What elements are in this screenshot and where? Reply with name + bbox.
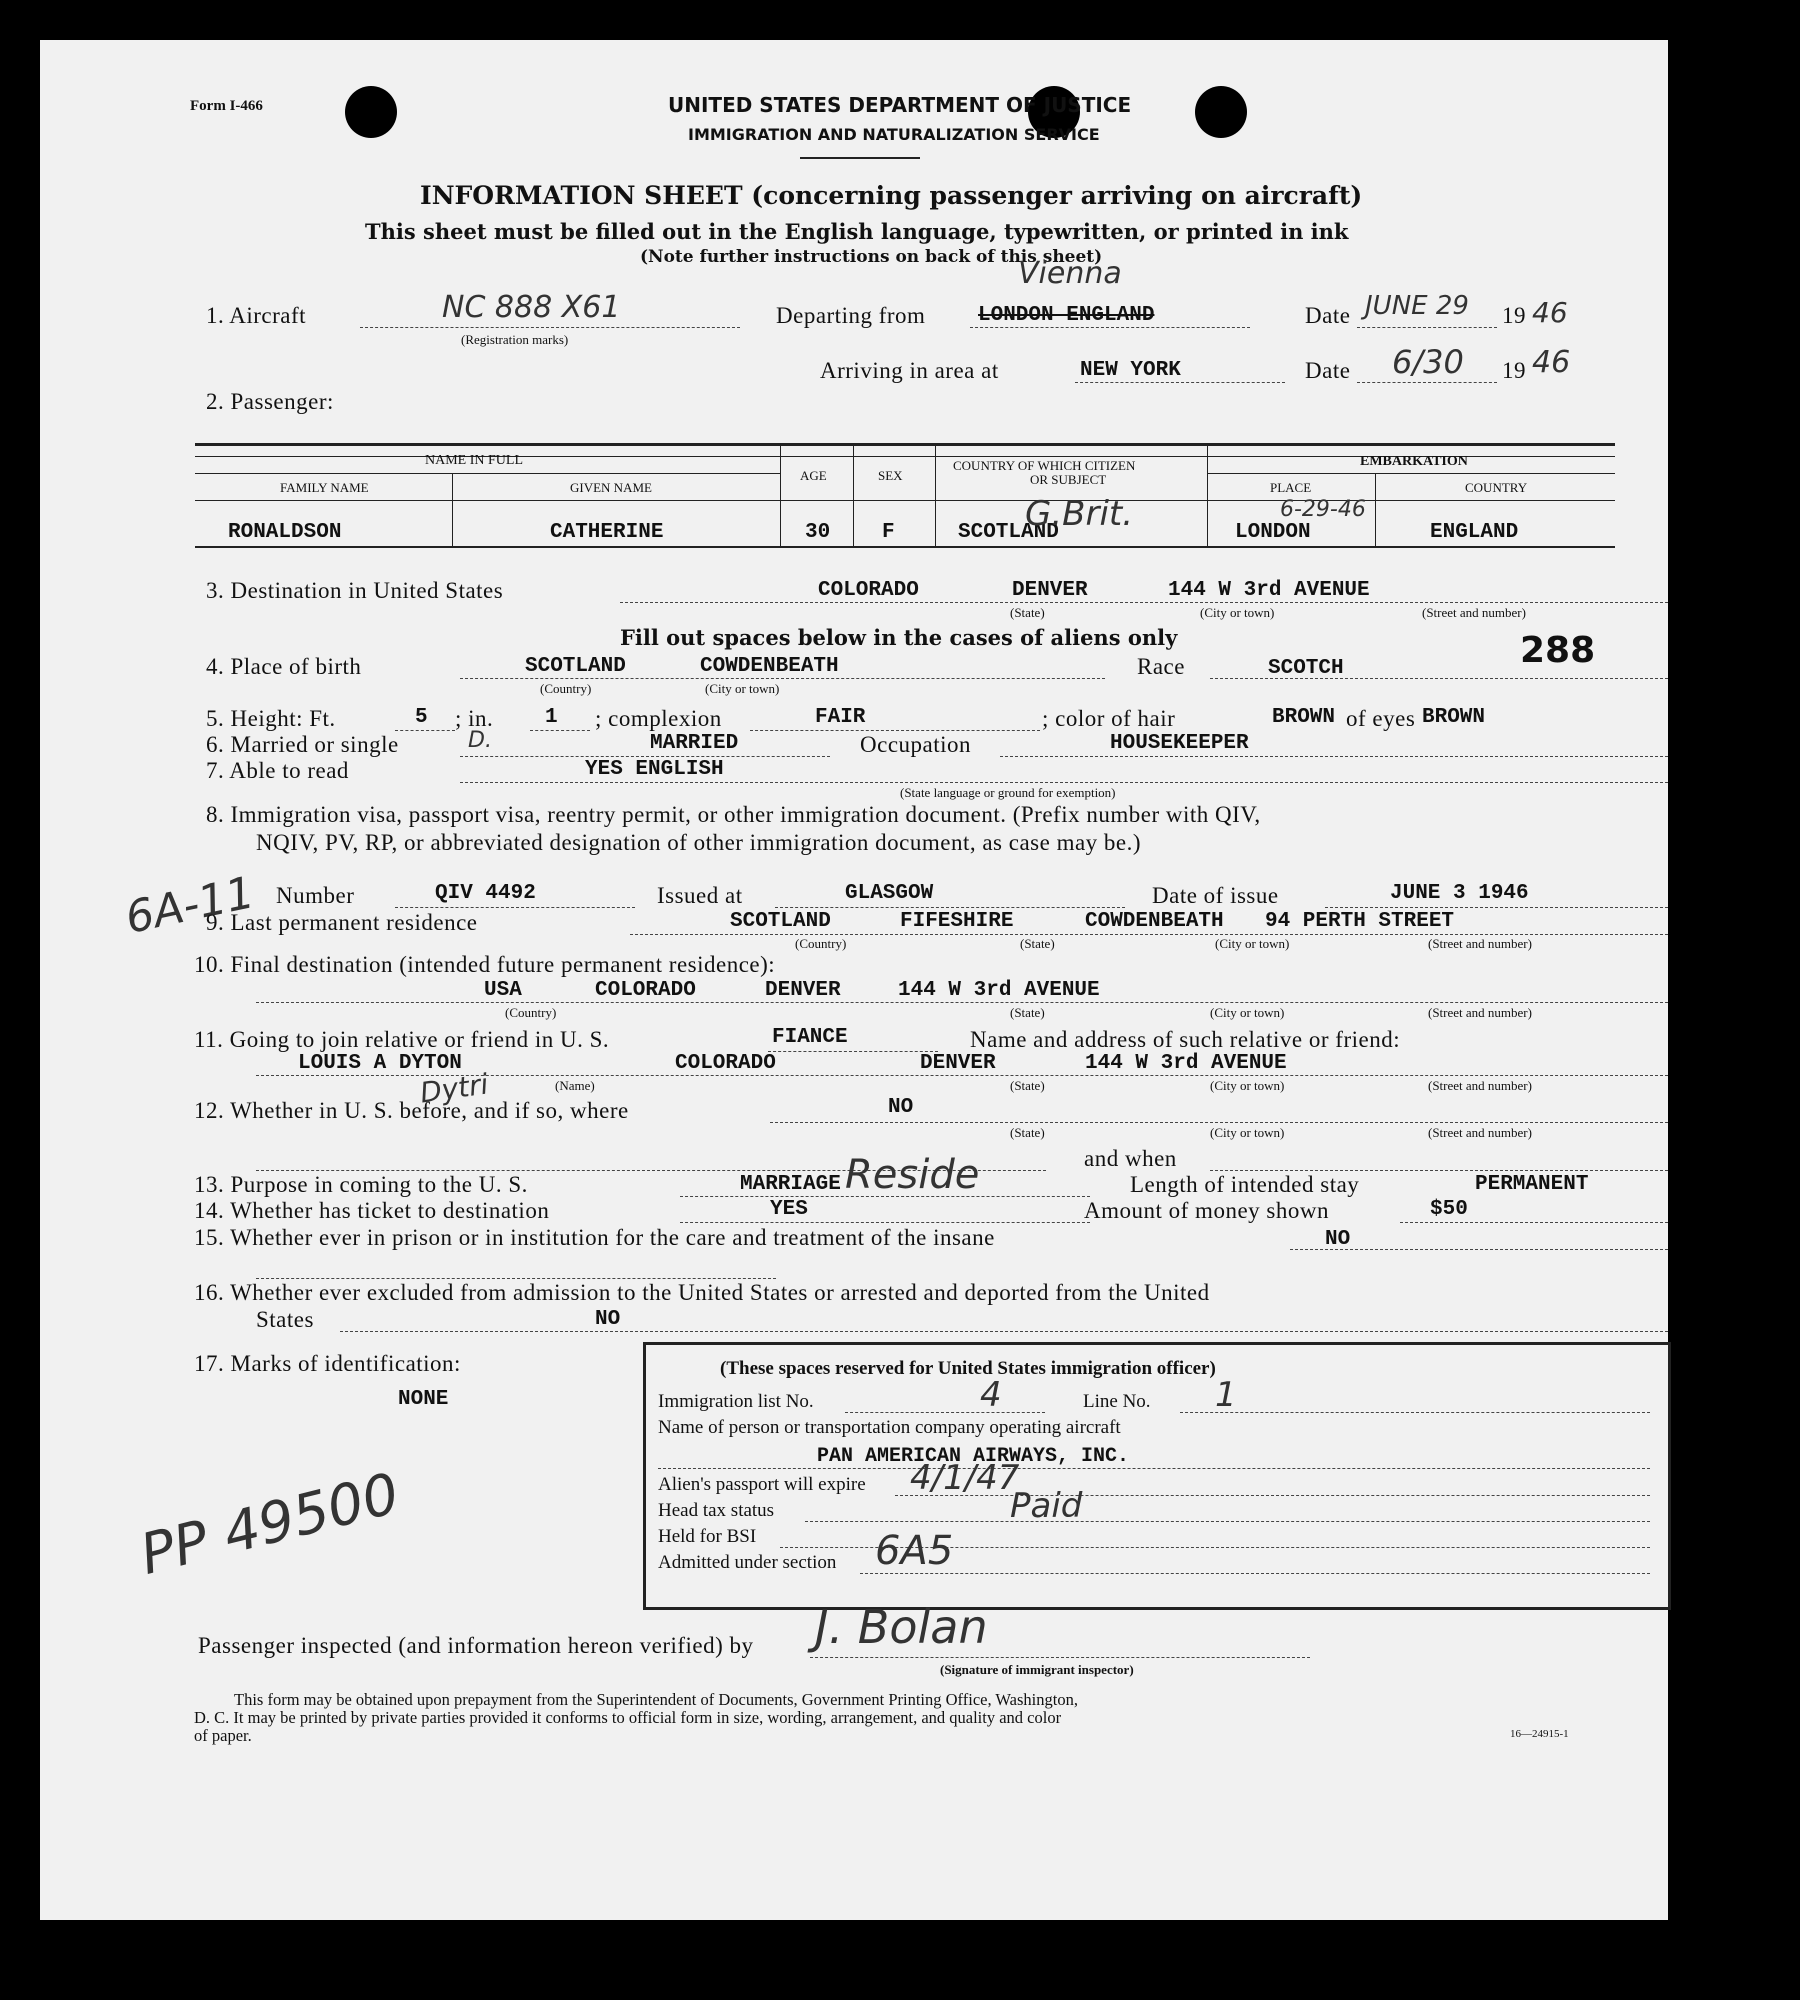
footer-code: 16—24915-1 (1510, 1728, 1569, 1740)
money-label: Amount of money shown (1084, 1198, 1329, 1223)
given-name-value: CATHERINE (550, 521, 664, 544)
citizen-header-1: COUNTRY OF WHICH CITIZEN (953, 458, 1136, 473)
purpose-value: MARRIAGE (740, 1173, 841, 1196)
line-no-label: Line No. (1083, 1391, 1151, 1412)
relative-name: LOUIS A DYTON (298, 1052, 462, 1075)
final-state: COLORADO (595, 979, 696, 1002)
final-street: 144 W 3rd AVENUE (898, 979, 1100, 1002)
marital-value: MARRIED (650, 732, 739, 755)
birthplace-label: 4. Place of birth (206, 654, 362, 679)
occupation-line (1000, 756, 1668, 757)
final-destination-line (256, 1002, 1668, 1003)
residence-state-caption: (State) (1020, 936, 1055, 951)
ticket-line (680, 1222, 1090, 1223)
height-inches: 1 (545, 706, 558, 729)
footer-line1: This form may be obtained upon prepayment from the Superintendent of Documents, Government Printing Office, Washington, (234, 1690, 1078, 1709)
list-no-line (845, 1412, 1045, 1413)
age-value: 30 (805, 521, 831, 544)
departing-label: Departing from (776, 303, 926, 328)
relative-name-caption: (Name) (555, 1078, 595, 1093)
bsi-label: Held for BSI (658, 1526, 757, 1547)
admitted-label: Admitted under section (658, 1552, 837, 1573)
departing-hand: Vienna (1018, 256, 1122, 291)
purpose-hand: Reside (845, 1152, 980, 1198)
destination-street-caption: (Street and number) (1422, 605, 1526, 620)
stay-label: Length of intended stay (1130, 1172, 1360, 1197)
residence-street: 94 PERTH STREET (1265, 910, 1455, 933)
complexion-label: ; complexion (595, 706, 722, 731)
purpose-label: 13. Purpose in coming to the U. S. (194, 1172, 528, 1197)
name-in-full-header: NAME IN FULL (425, 453, 523, 468)
arriving-line (1075, 382, 1285, 383)
prison-value: NO (1325, 1228, 1351, 1251)
head-tax-line (805, 1521, 1650, 1522)
read-caption: (State language or ground for exemption) (900, 785, 1116, 800)
final-country-caption: (Country) (505, 1005, 557, 1020)
excluded-label-line2: States (256, 1307, 314, 1332)
previous-visit-value: NO (888, 1096, 914, 1119)
destination-label: 3. Destination in United States (206, 578, 504, 603)
arrival-date-label: Date (1305, 358, 1351, 383)
marital-line (460, 756, 830, 757)
read-value: YES ENGLISH (585, 758, 724, 781)
head-tax-label: Head tax status (658, 1500, 775, 1521)
admitted-line (860, 1573, 1650, 1574)
residence-label: 9. Last permanent residence (206, 910, 478, 935)
punch-hole (1195, 86, 1247, 138)
relative-state-caption: (State) (1010, 1078, 1045, 1093)
complexion-value: FAIR (815, 706, 866, 729)
final-destination-label: 10. Final destination (intended future permanent residence): (194, 952, 776, 977)
read-label: 7. Able to read (206, 758, 349, 783)
destination-line (620, 602, 1668, 603)
residence-city: COWDENBEATH (1085, 910, 1224, 933)
occupation-label: Occupation (860, 732, 972, 757)
birthplace-line (460, 678, 1105, 679)
prison-line-2 (256, 1278, 776, 1279)
destination-city-caption: (City or town) (1200, 605, 1275, 620)
admitted-value: 6A5 (875, 1528, 954, 1574)
document-label-line2: NQIV, PV, RP, or abbreviated designation of other immigration document, as case may be.) (256, 830, 1142, 855)
list-no-value: 4 (980, 1375, 1002, 1415)
family-name-value: RONALDSON (228, 521, 342, 544)
departure-year-prefix: 19 (1502, 303, 1526, 328)
passport-expire-value: 4/1/47 (910, 1458, 1020, 1498)
issued-at-value: GLASGOW (845, 882, 934, 905)
residence-city-caption: (City or town) (1215, 936, 1290, 951)
ticket-value: YES (770, 1198, 808, 1221)
relative-street: 144 W 3rd AVENUE (1085, 1052, 1287, 1075)
form-sheet (40, 40, 1668, 1920)
residence-country: SCOTLAND (730, 910, 831, 933)
residence-state: FIFESHIRE (900, 910, 1014, 933)
aircraft-label: 1. Aircraft (206, 303, 307, 328)
punch-hole (345, 86, 397, 138)
join-relative-label: 11. Going to join relative or friend in U. S. (194, 1027, 610, 1052)
departure-date-line (1357, 327, 1497, 328)
departing-line (970, 327, 1250, 328)
line-no-line (1180, 1412, 1650, 1413)
head-tax-value: Paid (1010, 1486, 1083, 1526)
form-title: INFORMATION SHEET (concerning passenger arriving on aircraft) (420, 181, 1363, 210)
occupation-value: HOUSEKEEPER (1110, 732, 1249, 755)
age-header: AGE (800, 468, 827, 483)
form-number: Form I-466 (190, 98, 263, 114)
excluded-line (340, 1331, 1668, 1332)
footer-line2: D. C. It may be printed by private parties provided it conforms to official form in size, wording, arrangement, and quality and color (194, 1708, 1062, 1727)
eyes-label: of eyes (1346, 706, 1416, 731)
final-country: USA (484, 979, 522, 1002)
visa-number-label: Number (276, 883, 355, 908)
final-city-caption: (City or town) (1210, 1005, 1285, 1020)
relative-city-caption: (City or town) (1210, 1078, 1285, 1093)
citizen-hand: G.Brit. (1025, 494, 1134, 534)
birth-country-caption: (Country) (540, 681, 592, 696)
signature-line (810, 1657, 1310, 1658)
document-margin-hand: 6A-11 (121, 867, 259, 944)
aircraft-line (360, 327, 740, 328)
service-name: IMMIGRATION AND NATURALIZATION SERVICE (688, 125, 1100, 144)
arrival-date-line (1357, 382, 1497, 383)
previous-state-caption: (State) (1010, 1125, 1045, 1140)
marital-hand: D. (468, 728, 492, 753)
money-line (1400, 1222, 1668, 1223)
registration-caption: (Registration marks) (461, 332, 569, 347)
arrival-year-prefix: 19 (1502, 358, 1526, 383)
feet-line (395, 730, 455, 731)
read-line (460, 782, 1668, 783)
destination-state: COLORADO (818, 579, 919, 602)
excluded-label-line1: 16. Whether ever excluded from admission to the United States or arrested and deported from the United (194, 1280, 1210, 1305)
marks-margin-hand: PP 49500 (134, 1461, 406, 1588)
departure-date: JUNE 29 (1365, 291, 1469, 321)
line-no-value: 1 (1215, 1375, 1237, 1415)
name-address-label: Name and address of such relative or friend: (970, 1027, 1401, 1052)
country-header: COUNTRY (1465, 480, 1528, 495)
sex-header: SEX (878, 468, 903, 483)
relative-street-caption: (Street and number) (1428, 1078, 1532, 1093)
residence-line (630, 934, 1668, 935)
race-value: SCOTCH (1268, 657, 1344, 680)
department-name: UNITED STATES DEPARTMENT OF JUSTICE (668, 93, 1132, 117)
birth-city: COWDENBEATH (700, 655, 839, 678)
issue-date-value: JUNE 3 1946 (1390, 882, 1529, 905)
embark-country-value: ENGLAND (1430, 521, 1519, 544)
prison-label: 15. Whether ever in prison or in institution for the care and treatment of the insane (194, 1225, 995, 1250)
previous-visit-line (770, 1122, 1668, 1123)
money-value: $50 (1430, 1198, 1468, 1221)
visa-number-line (395, 907, 635, 908)
birth-country: SCOTLAND (525, 655, 626, 678)
arriving-value: NEW YORK (1080, 359, 1181, 382)
hair-value: BROWN (1272, 706, 1336, 729)
residence-street-caption: (Street and number) (1428, 936, 1532, 951)
relative-city: DENVER (920, 1052, 996, 1075)
passenger-label: 2. Passenger: (206, 389, 334, 414)
inches-line (530, 730, 590, 731)
inches-label: ; in. (455, 706, 494, 731)
embark-place-value: LONDON (1235, 521, 1311, 544)
arriving-label: Arriving in area at (820, 358, 999, 383)
company-value: PAN AMERICAN AIRWAYS, INC. (817, 1445, 1130, 1468)
marks-value: NONE (398, 1388, 449, 1411)
residence-country-caption: (Country) (795, 936, 847, 951)
inspector-signature: J. Bolan (815, 1600, 988, 1654)
relative-name-hand: Dytri (418, 1067, 491, 1110)
previous-street-caption: (Street and number) (1428, 1125, 1532, 1140)
issue-date-line (1325, 907, 1668, 908)
eyes-value: BROWN (1422, 706, 1486, 729)
form-subtitle: This sheet must be filled out in the English language, typewritten, or printed in ink (365, 219, 1349, 244)
passport-expire-label: Alien's passport will expire (658, 1474, 866, 1495)
issued-at-line (775, 907, 1125, 908)
hair-label: ; color of hair (1042, 706, 1176, 731)
embarkation-header: EMBARKATION (1360, 454, 1468, 469)
previous-visit-label: 12. Whether in U. S. before, and if so, where (194, 1098, 629, 1123)
company-line (658, 1468, 1650, 1469)
final-city: DENVER (765, 979, 841, 1002)
stamp-number: 288 (1520, 630, 1596, 671)
excluded-value: NO (595, 1308, 621, 1331)
list-no-label: Immigration list No. (658, 1391, 814, 1412)
final-street-caption: (Street and number) (1428, 1005, 1532, 1020)
departure-year: 46 (1532, 296, 1568, 329)
company-label: Name of person or transportation company operating aircraft (658, 1417, 1121, 1438)
aliens-note: Fill out spaces below in the cases of aliens only (620, 625, 1178, 650)
given-name-header: GIVEN NAME (570, 480, 652, 495)
destination-city: DENVER (1012, 579, 1088, 602)
place-header: PLACE (1270, 480, 1312, 495)
relation-value: FIANCE (772, 1026, 848, 1049)
ticket-label: 14. Whether has ticket to destination (194, 1198, 550, 1223)
citizen-value: SCOTLAND (958, 521, 1059, 544)
height-label: 5. Height: Ft. (206, 706, 336, 731)
departing-value: LONDON ENGLAND (978, 304, 1155, 327)
form-note: (Note further instructions on back of this sheet) (640, 247, 1103, 267)
arrival-date: 6/30 (1392, 343, 1464, 381)
and-when-line (1210, 1170, 1668, 1171)
citizen-header-2: OR SUBJECT (1030, 472, 1107, 487)
issue-date-label: Date of issue (1152, 883, 1279, 908)
final-state-caption: (State) (1010, 1005, 1045, 1020)
document-label-line1: 8. Immigration visa, passport visa, reentry permit, or other immigration document. (Prefix number with QIV, (206, 802, 1261, 827)
relation-line (768, 1051, 938, 1052)
aircraft-value: NC 888 X61 (442, 290, 621, 325)
signature-caption: (Signature of immigrant inspector) (940, 1662, 1134, 1677)
relative-state: COLORADO (675, 1052, 776, 1075)
stay-value: PERMANENT (1475, 1173, 1589, 1196)
marital-label: 6. Married or single (206, 732, 399, 757)
officer-box-title: (These spaces reserved for United States immigration officer) (720, 1358, 1216, 1379)
destination-street: 144 W 3rd AVENUE (1168, 579, 1370, 602)
marks-label: 17. Marks of identification: (194, 1351, 461, 1376)
previous-city-caption: (City or town) (1210, 1125, 1285, 1140)
family-name-header: FAMILY NAME (280, 480, 369, 495)
departure-date-label: Date (1305, 303, 1351, 328)
and-when-label: and when (1084, 1146, 1177, 1171)
sex-value: F (882, 521, 895, 544)
arrival-year: 46 (1532, 345, 1571, 380)
birth-city-caption: (City or town) (705, 681, 780, 696)
height-feet: 5 (415, 706, 428, 729)
complexion-line (750, 730, 1040, 731)
destination-state-caption: (State) (1010, 605, 1045, 620)
embark-hand: 6-29-46 (1280, 497, 1366, 522)
inspection-label: Passenger inspected (and information hereon verified) by (198, 1633, 754, 1658)
race-label: Race (1137, 654, 1185, 679)
footer-line3: of paper. (194, 1726, 252, 1745)
visa-number: QIV 4492 (435, 882, 536, 905)
header-divider (800, 157, 920, 159)
issued-at-label: Issued at (657, 883, 743, 908)
